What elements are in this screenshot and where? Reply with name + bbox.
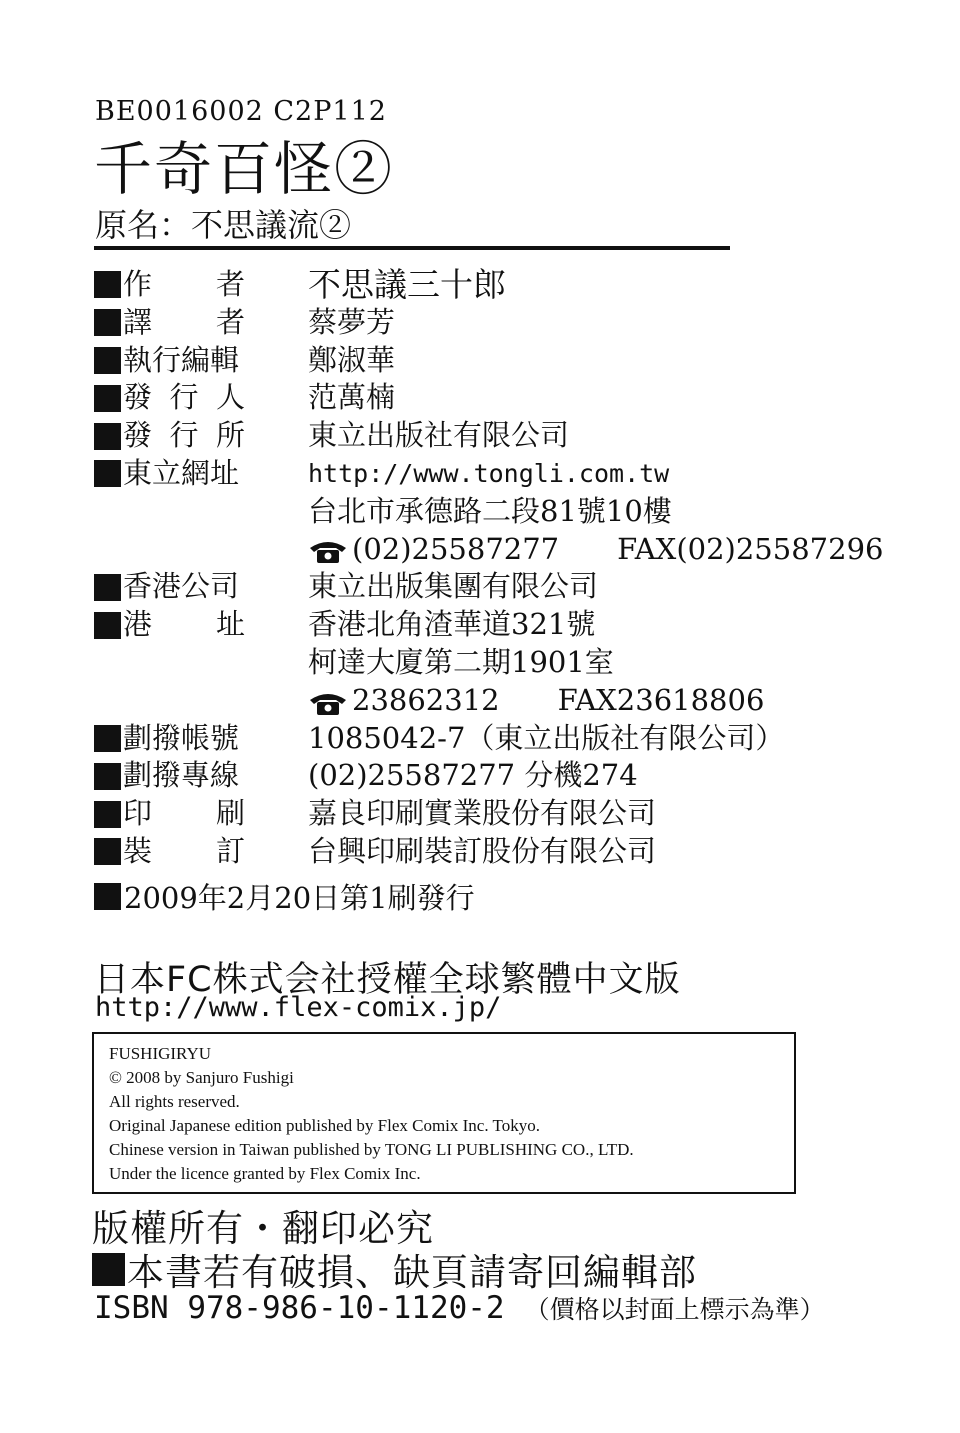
info-row [94, 493, 854, 531]
info-value-text: 嘉良印刷實業股份有限公司 [308, 796, 657, 831]
info-label-char: 者 [215, 304, 245, 339]
copyright-line: FUSHIGIRYU [109, 1044, 212, 1063]
info-label-char: 執行編輯 [123, 342, 240, 377]
info-value [308, 568, 598, 606]
info-value [308, 493, 672, 531]
black-square-bullet-icon [94, 612, 121, 639]
license-statement: 日本FC株式会社授權全球繁體中文版 [94, 960, 681, 1000]
title-divider [94, 246, 730, 250]
info-label [94, 455, 304, 493]
info-value-text: 東立出版社有限公司 [308, 418, 570, 453]
original-title: 原名：不思議流② [95, 206, 352, 244]
info-value-text: http://www.tongli.com.tw [308, 458, 670, 488]
info-label [94, 266, 304, 304]
info-row [94, 266, 854, 304]
info-row [94, 304, 854, 342]
copyright-line: Original Japanese edition published by Flex Comix Inc. Tokyo. [109, 1116, 540, 1135]
info-label-char: 劃撥帳號 [123, 720, 240, 755]
black-square-bullet-icon [94, 883, 121, 910]
black-square-bullet-icon [94, 763, 121, 790]
info-value-text: 鄭淑華 [308, 342, 396, 377]
info-label-char: 址 [215, 607, 245, 642]
black-square-bullet-icon [94, 574, 121, 601]
black-square-bullet-icon [94, 725, 121, 752]
info-row [94, 342, 854, 380]
info-value-text: 東立出版集團有限公司 [308, 569, 599, 604]
info-row [94, 644, 854, 682]
info-row [94, 682, 854, 720]
copyright-box [92, 1032, 796, 1194]
info-label [94, 795, 304, 833]
info-label-char: 刷 [215, 796, 245, 831]
telephone-icon [308, 536, 348, 562]
damage-notice [92, 1242, 697, 1296]
info-label [94, 568, 304, 606]
info-row [94, 531, 884, 569]
black-square-bullet-icon [94, 271, 121, 298]
price-note: （價格以封面上標示為準） [524, 1295, 825, 1324]
isbn-number: ISBN 978-986-10-1120-2 [94, 1290, 505, 1326]
info-label [94, 757, 304, 795]
info-label-char: 發 [123, 418, 153, 453]
fax-number: FAX(02)25587296 [617, 531, 884, 566]
info-value [308, 304, 395, 342]
book-title: 千奇百怪② [94, 135, 395, 203]
info-value [308, 417, 569, 455]
info-label [94, 417, 304, 455]
telephone-icon [308, 688, 348, 714]
info-label [94, 833, 304, 871]
black-square-bullet-icon [94, 801, 121, 828]
info-row [94, 833, 854, 871]
info-label [94, 379, 304, 417]
info-row [94, 720, 854, 758]
info-value-text: 香港北角渣華道321號 [308, 607, 596, 642]
info-label [94, 342, 304, 380]
info-value-text: 蔡夢芳 [308, 304, 396, 339]
info-value [308, 379, 395, 417]
info-label-char: 人 [215, 380, 245, 415]
flex-comix-url: http://www.flex-comix.jp/ [95, 992, 502, 1023]
info-label [94, 304, 304, 342]
info-value [308, 606, 595, 644]
info-value-text: 台興印刷裝訂股份有限公司 [308, 833, 657, 868]
info-label-char: 行 [169, 380, 199, 415]
info-label-char: 者 [215, 267, 245, 301]
info-label-char: 劃撥專線 [123, 758, 240, 793]
info-value-text: 范萬楠 [308, 380, 396, 415]
info-row [94, 379, 854, 417]
info-value [308, 720, 784, 758]
info-value [308, 644, 614, 682]
info-label-char: 東立網址 [123, 455, 240, 490]
black-square-bullet-icon [92, 1253, 125, 1286]
info-value [308, 682, 764, 720]
info-row [94, 757, 854, 795]
copyright-line: Chinese version in Taiwan published by TONG LI PUBLISHING CO., LTD. [109, 1140, 634, 1159]
info-row [94, 568, 854, 606]
damage-notice-text: 本書若有破損、缺頁請寄回編輯部 [127, 1251, 697, 1294]
info-label-char: 行 [169, 418, 199, 453]
info-label-char: 印 [123, 796, 153, 831]
info-label-char: 所 [215, 418, 245, 453]
info-value [308, 266, 506, 304]
copyright-line: Under the licence granted by Flex Comix Inc. [109, 1164, 421, 1183]
info-row [94, 417, 854, 455]
info-label-char: 發 [123, 380, 153, 415]
info-row [94, 455, 854, 493]
info-label-char: 譯 [123, 304, 153, 339]
black-square-bullet-icon [94, 347, 121, 374]
rights-reserved: 版權所有・翻印必究 [92, 1207, 434, 1250]
fax-number: FAX23618806 [557, 682, 765, 717]
print-date-text: 2009年2月20日第1刷發行 [124, 881, 475, 915]
info-value-text: (02)25587277 分機274 [308, 758, 638, 793]
black-square-bullet-icon [94, 385, 121, 412]
info-label-char: 訂 [215, 833, 245, 868]
phone-number: 23862312 [352, 682, 500, 717]
info-value [308, 342, 395, 380]
info-value-text: 不思議三十郎 [308, 265, 506, 304]
black-square-bullet-icon [94, 309, 121, 336]
phone-number: (02)25587277 [352, 531, 560, 566]
info-label-char: 裝 [123, 833, 153, 868]
print-date [94, 876, 475, 917]
info-value-text: 柯達大廈第二期1901室 [308, 644, 614, 679]
black-square-bullet-icon [94, 838, 121, 865]
info-value [308, 455, 669, 493]
isbn-line [94, 1290, 825, 1326]
info-value [308, 757, 638, 795]
info-value-text: 台北市承德路二段81號10樓 [308, 493, 672, 528]
info-row [94, 795, 854, 833]
info-value [308, 833, 656, 871]
copyright-line: All rights reserved. [109, 1092, 240, 1111]
info-label [94, 720, 304, 758]
info-label [94, 606, 304, 644]
info-label-char: 香港公司 [123, 569, 240, 604]
info-value [308, 795, 656, 833]
product-code: BE0016002 C2P112 [95, 96, 387, 127]
publication-info-list [94, 265, 884, 871]
black-square-bullet-icon [94, 423, 121, 450]
black-square-bullet-icon [94, 460, 121, 487]
copyright-line: © 2008 by Sanjuro Fushigi [109, 1068, 294, 1087]
info-label-char: 作 [123, 267, 153, 301]
info-label-char: 港 [123, 607, 153, 642]
info-value-text: 1085042-7（東立出版社有限公司） [308, 720, 785, 755]
info-value [308, 531, 883, 569]
info-row [94, 606, 854, 644]
